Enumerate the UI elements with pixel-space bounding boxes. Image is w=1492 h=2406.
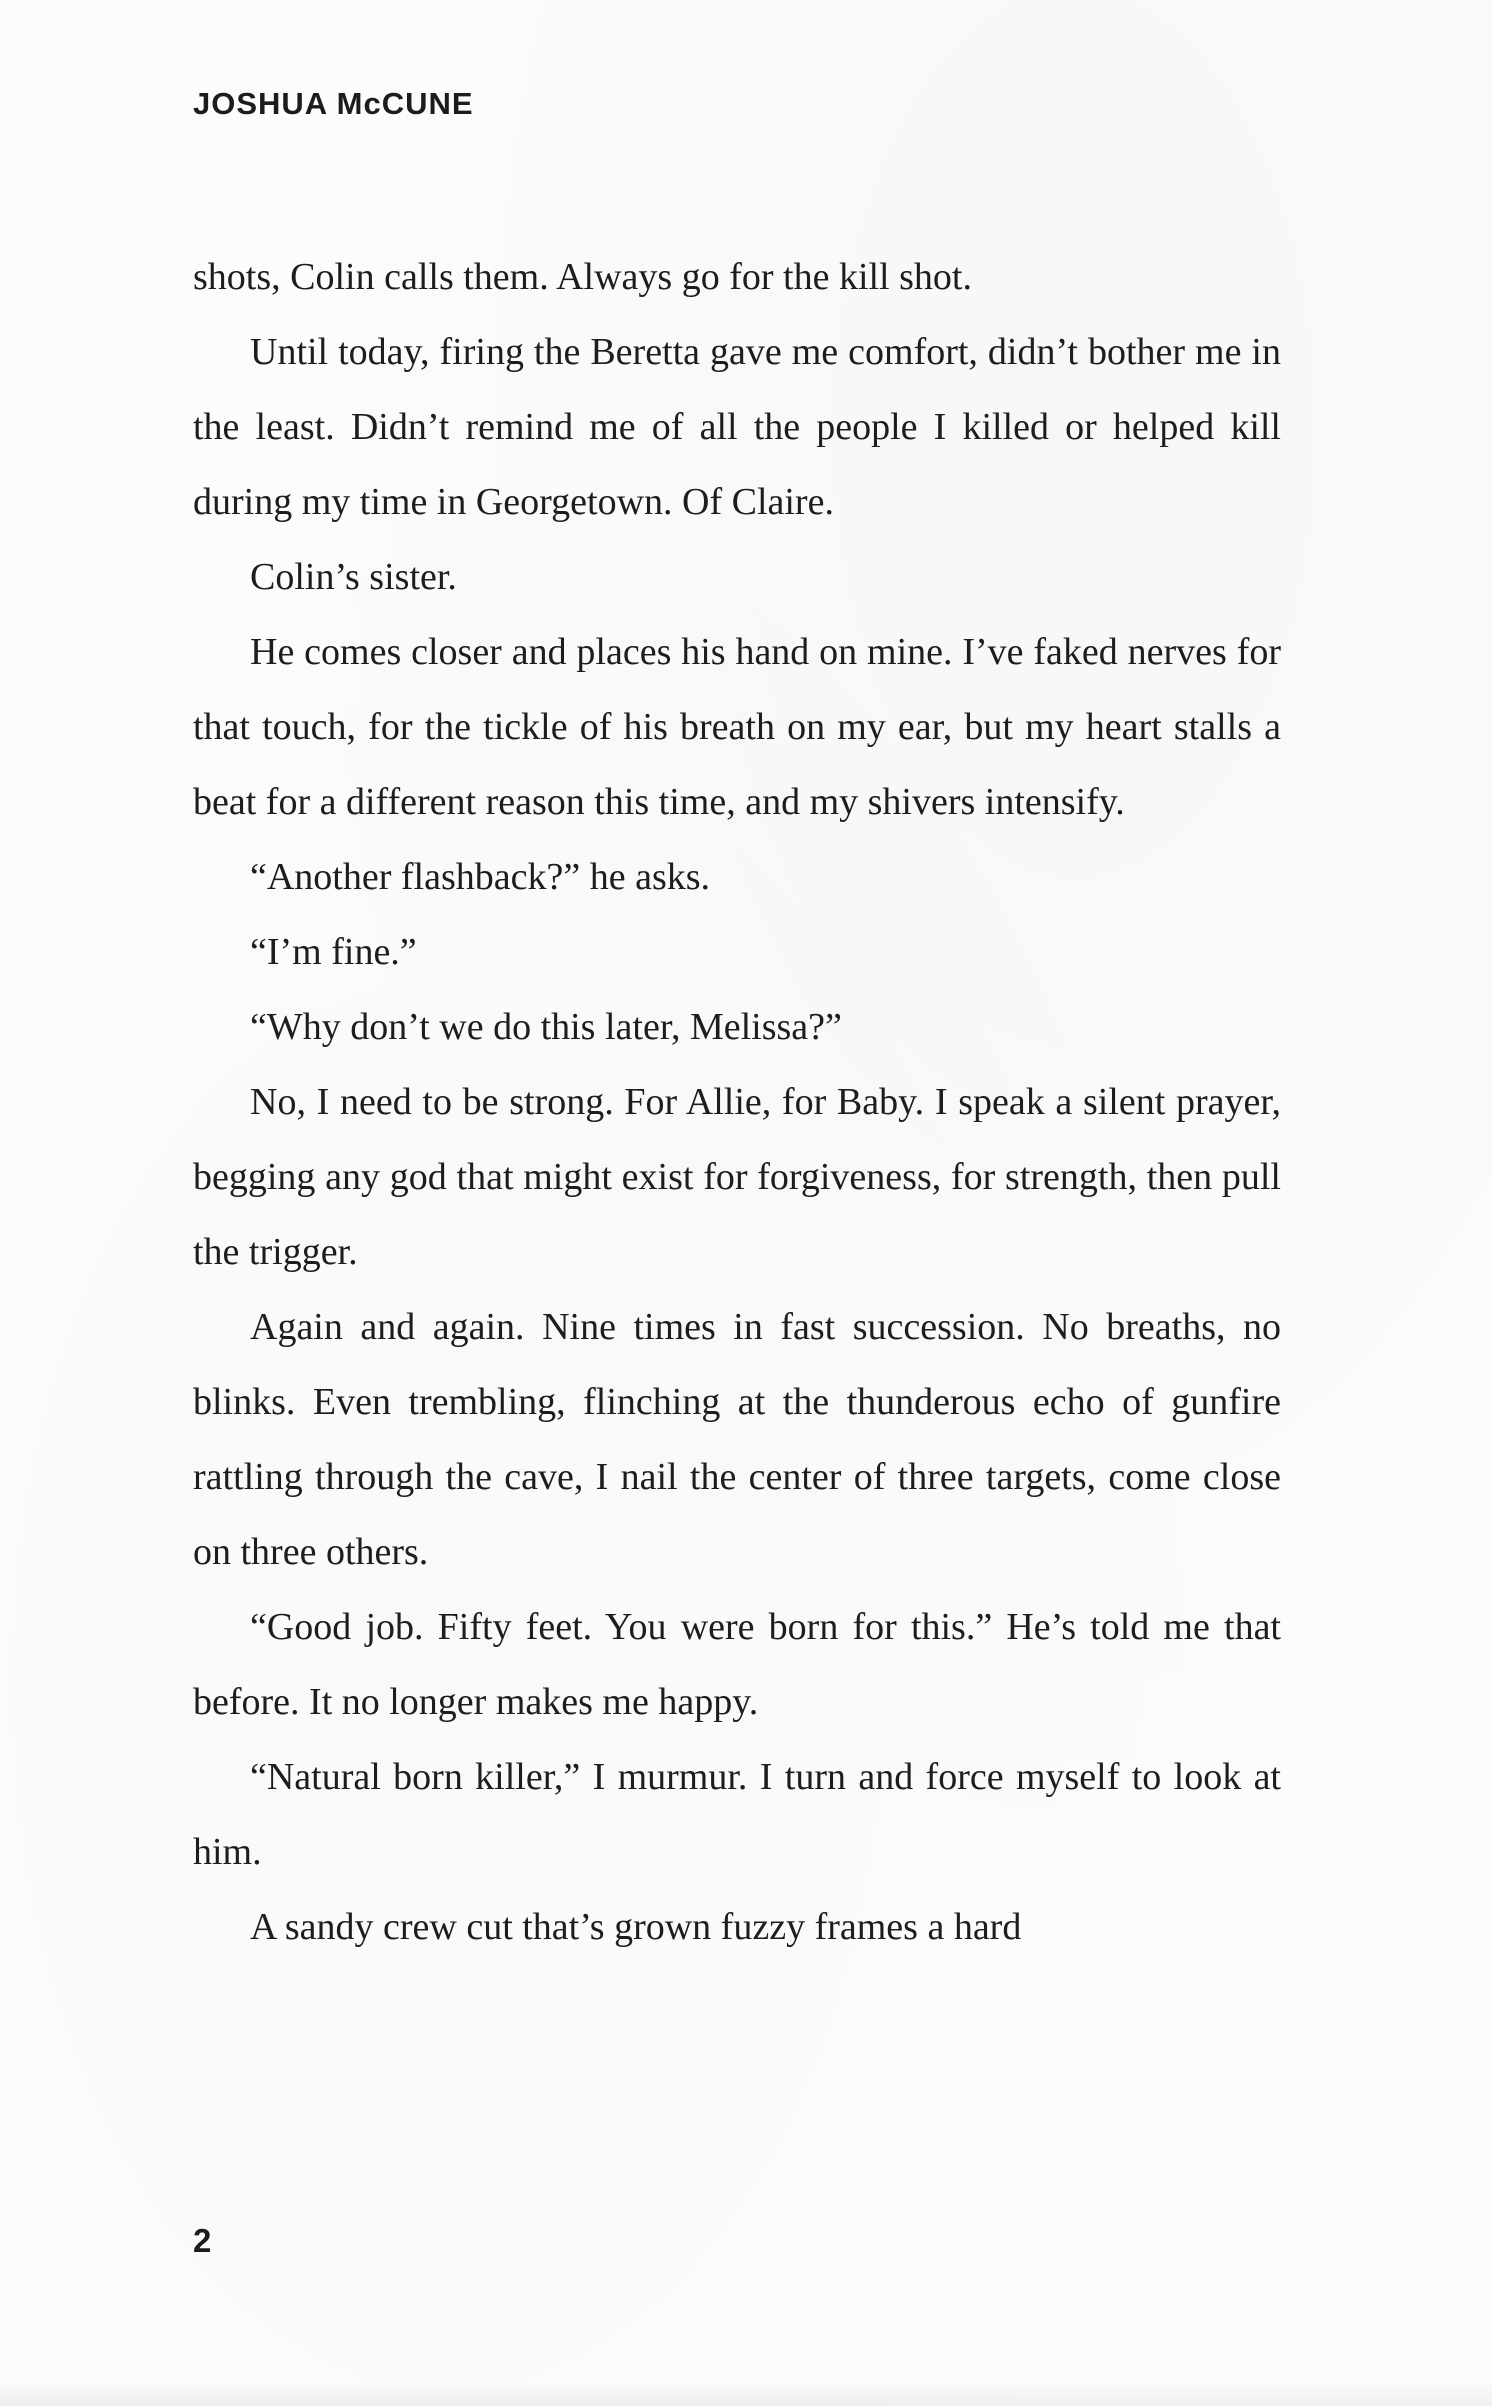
paragraph: “Another flashback?” he asks. — [250, 856, 711, 898]
page-number: 2 — [193, 2222, 212, 2259]
paragraph: No, I need to be strong. For Allie, for Baby. I speak a silent prayer, begging any god that might exist for forgiveness, for strength, then pull the trigger. — [193, 1081, 1281, 1273]
paragraph: shots, Colin calls them. Always go for the kill shot. — [193, 256, 972, 298]
paragraph: “Why don’t we do this later, Melissa?” — [250, 1006, 842, 1048]
running-header-author: JOSHUA McCUNE — [193, 86, 474, 121]
paragraph: Until today, firing the Beretta gave me comfort, didn’t bother me in the least. Didn’t remind me of all the people I killed or helped kill during my time in Georgetown. Of Claire. — [193, 331, 1281, 523]
scan-shadow — [0, 2380, 1492, 2406]
paragraph: “I’m fine.” — [250, 931, 417, 973]
paragraph: “Good job. Fifty feet. You were born for this.” He’s told me that before. It no longer makes me happy. — [193, 1606, 1281, 1723]
paragraph: He comes closer and places his hand on mine. I’ve faked nerves for that touch, for the tickle of his breath on my ear, but my heart stalls a beat for a different reason this time, and my shivers intensify. — [193, 631, 1281, 823]
paragraph: Colin’s sister. — [250, 556, 457, 598]
paragraph: A sandy crew cut that’s grown fuzzy frames a hard — [250, 1906, 1022, 1948]
page-body — [193, 240, 1281, 1965]
paragraph: “Natural born killer,” I murmur. I turn and force myself to look at him. — [193, 1756, 1281, 1873]
paragraph: Again and again. Nine times in fast succession. No breaths, no blinks. Even trembling, flinching at the thunderous echo of gunfire rattling through the cave, I nail the center of three targets, come close on three others. — [193, 1306, 1281, 1573]
